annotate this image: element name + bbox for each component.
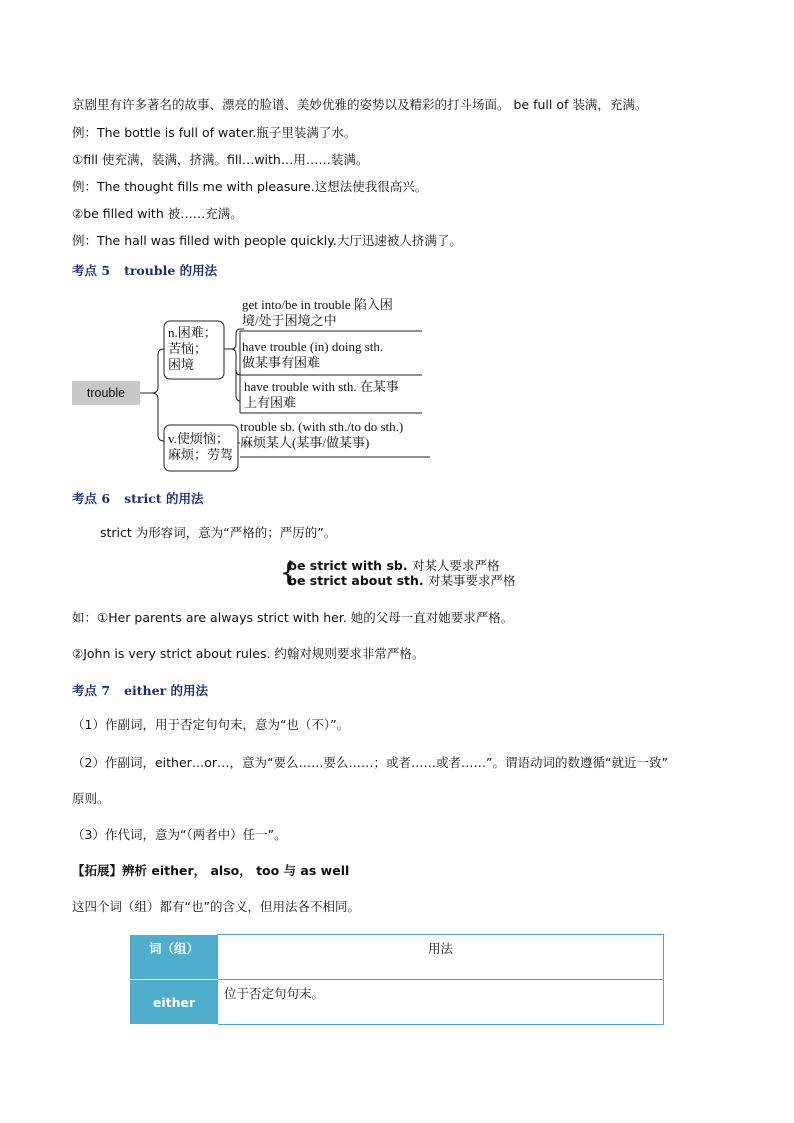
noun-box-line: 苦恼；: [168, 341, 208, 356]
noun-item-cn: 上有困难: [244, 395, 297, 410]
noun-box: [168, 325, 217, 373]
noun-box-line: 困境: [168, 357, 195, 372]
point7-word: either 的用法: [124, 683, 209, 698]
fill-usage: ①fill 使充满，装满，挤满。fill…with…用……装满。: [72, 152, 369, 167]
point5-word: trouble 的用法: [124, 263, 218, 278]
mindmap-root: trouble: [72, 381, 140, 405]
noun-item-1: [242, 297, 393, 329]
either-item-2: （2）作副词，either…or…，意为“要么……要么……；或者……或者……”。谓语动词的数遵循“就近一致”: [72, 755, 668, 770]
verb-box-line: 麻烦；劳驾: [168, 447, 234, 462]
table-header-cell: 用法: [218, 935, 664, 980]
noun-box-line: n.困难；: [168, 325, 217, 340]
brace-item-cn: 对某事要求严格: [428, 573, 516, 588]
noun-item-en: have trouble with sth. 在某事: [244, 379, 399, 394]
strict-example-1: 如：①Her parents are always strict with her. 她的父母一直对她要求严格。: [72, 610, 514, 625]
verb-item-en: trouble sb. (with sth./to do sth.): [240, 419, 404, 434]
expand-desc: 这四个词（组）都有“也”的含义，但用法各不相同。: [72, 899, 360, 914]
strict-example-2: ②John is very strict about rules. 约翰对规则要求非常严格。: [72, 646, 425, 661]
intro-line-1: 京剧里有许多著名的故事、漂亮的脸谱、美妙优雅的姿势以及精彩的打斗场面。 be full of 装满，充满。: [72, 97, 648, 112]
brace-item: [288, 558, 516, 573]
either-item-2-cont: 原则。: [72, 791, 110, 806]
brace-item-en: be strict with sb.: [288, 558, 408, 573]
usage-table: [130, 934, 664, 1025]
point5-label: 考点 5: [72, 263, 111, 278]
either-item-3: （3）作代词，意为“（两者中）任一”。: [72, 827, 287, 842]
table-header-cell: 词（组）: [131, 935, 218, 980]
strict-brace-block: [280, 558, 516, 588]
example-thought: 例：The thought fills me with pleasure.这想法使我很高兴。: [72, 179, 428, 194]
example-hall: 例：The hall was filled with people quickly.大厅迅速被人挤满了。: [72, 233, 462, 248]
point7-heading: [72, 681, 208, 699]
brace-item: [288, 573, 516, 588]
noun-item-3: [244, 379, 399, 411]
verb-item-cn: 麻烦某人(某事/做某事): [240, 435, 370, 450]
strict-desc: strict 为形容词，意为“严格的；严厉的”。: [100, 525, 337, 540]
point6-label: 考点 6: [72, 491, 111, 506]
table-cell-usage: 位于否定句句末。: [218, 980, 664, 1025]
brace-item-cn: 对某人要求严格: [411, 558, 500, 573]
verb-item-1: [240, 419, 403, 451]
table-header-row: [131, 935, 664, 980]
trouble-mindmap: [72, 295, 442, 475]
noun-item-cn: 境/处于困境之中: [242, 313, 337, 328]
either-item-1: （1）作副词，用于否定句句末，意为“也（不）”。: [72, 717, 350, 732]
table-cell-word: either: [131, 980, 218, 1025]
noun-item-2: [242, 339, 383, 371]
noun-item-en: have trouble (in) doing sth.: [242, 339, 384, 354]
noun-item-cn: 做某事有困难: [242, 355, 321, 370]
brace-glyph: {: [280, 558, 297, 588]
point7-label: 考点 7: [72, 683, 111, 698]
point5-heading: [72, 261, 217, 279]
point6-word: strict 的用法: [124, 491, 204, 506]
table-row: [131, 980, 664, 1025]
verb-box-line: v.使烦恼；: [168, 431, 229, 446]
point6-heading: [72, 489, 203, 507]
expand-heading: 【拓展】辨析 either， also， too 与 as well: [72, 863, 350, 878]
brace-item-en: be strict about sth.: [288, 573, 424, 588]
example-bottle: 例：The bottle is full of water.瓶子里装满了水。: [72, 125, 357, 140]
verb-box: [168, 431, 233, 463]
be-filled-usage: ②be filled with 被……充满。: [72, 206, 243, 221]
noun-item-en: get into/be in trouble 陷入困: [242, 297, 393, 312]
